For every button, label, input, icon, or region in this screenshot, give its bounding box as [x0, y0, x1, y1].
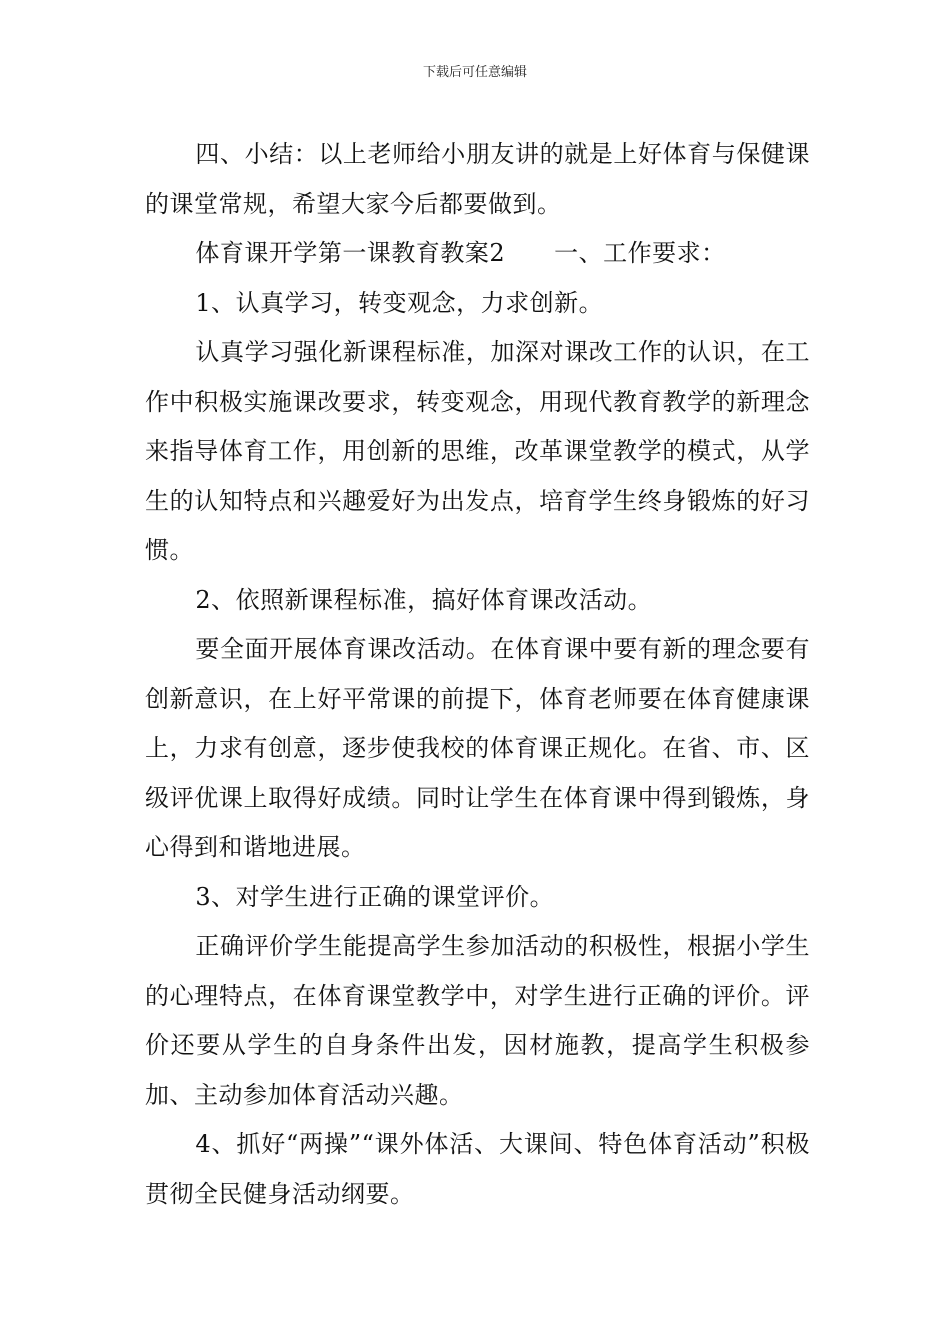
paragraph-item-2-body: 要全面开展体育课改活动。在体育课中要有新的理念要有创新意识，在上好平常课的前提下，体育老师要在体育健康课上，力求有创意，逐步使我校的体育课正规化。在省、市、区级评优课上取得好成绩。同时让学生在体育课中得到锻炼，身心得到和谐地进展。	[145, 635, 810, 861]
paragraph-item-1-heading: 1、认真学习，转变观念，力求创新。	[195, 288, 604, 317]
paragraph-item-2-heading: 2、依照新课程标准，搞好体育课改活动。	[195, 585, 653, 614]
paragraph-item-3-body: 正确评价学生能提高学生参加活动的积极性，根据小学生的心理特点，在体育课堂教学中，对学生进行正确的评价。评价还要从学生的自身条件出发，因材施教，提高学生积极参加、主动参加体育活动兴趣。	[145, 932, 810, 1109]
paragraph-item-4-heading: 4、抓好“两操”“课外体活、大课间、特色体育活动”积极贯彻全民健身活动纲要。	[145, 1130, 810, 1208]
page-header: 下载后可任意编辑	[422, 65, 527, 80]
document-body	[145, 130, 810, 1219]
paragraph-item-1-body: 认真学习强化新课程标准，加深对课改工作的认识，在工作中积极实施课改要求，转变观念，用现代教育教学的新理念来指导体育工作，用创新的思维，改革课堂教学的模式，从学生的认知特点和兴趣爱好为出发点，培育学生终身锻炼的好习惯。	[145, 338, 810, 564]
paragraph-summary: 四、小结：以上老师给小朋友讲的就是上好体育与保健课的课堂常规，希望大家今后都要做到。	[145, 140, 810, 218]
paragraph-lesson-title: 体育课开学第一课教育教案2 一、工作要求：	[195, 239, 726, 267]
paragraph-item-3-heading: 3、对学生进行正确的课堂评价。	[195, 882, 555, 911]
